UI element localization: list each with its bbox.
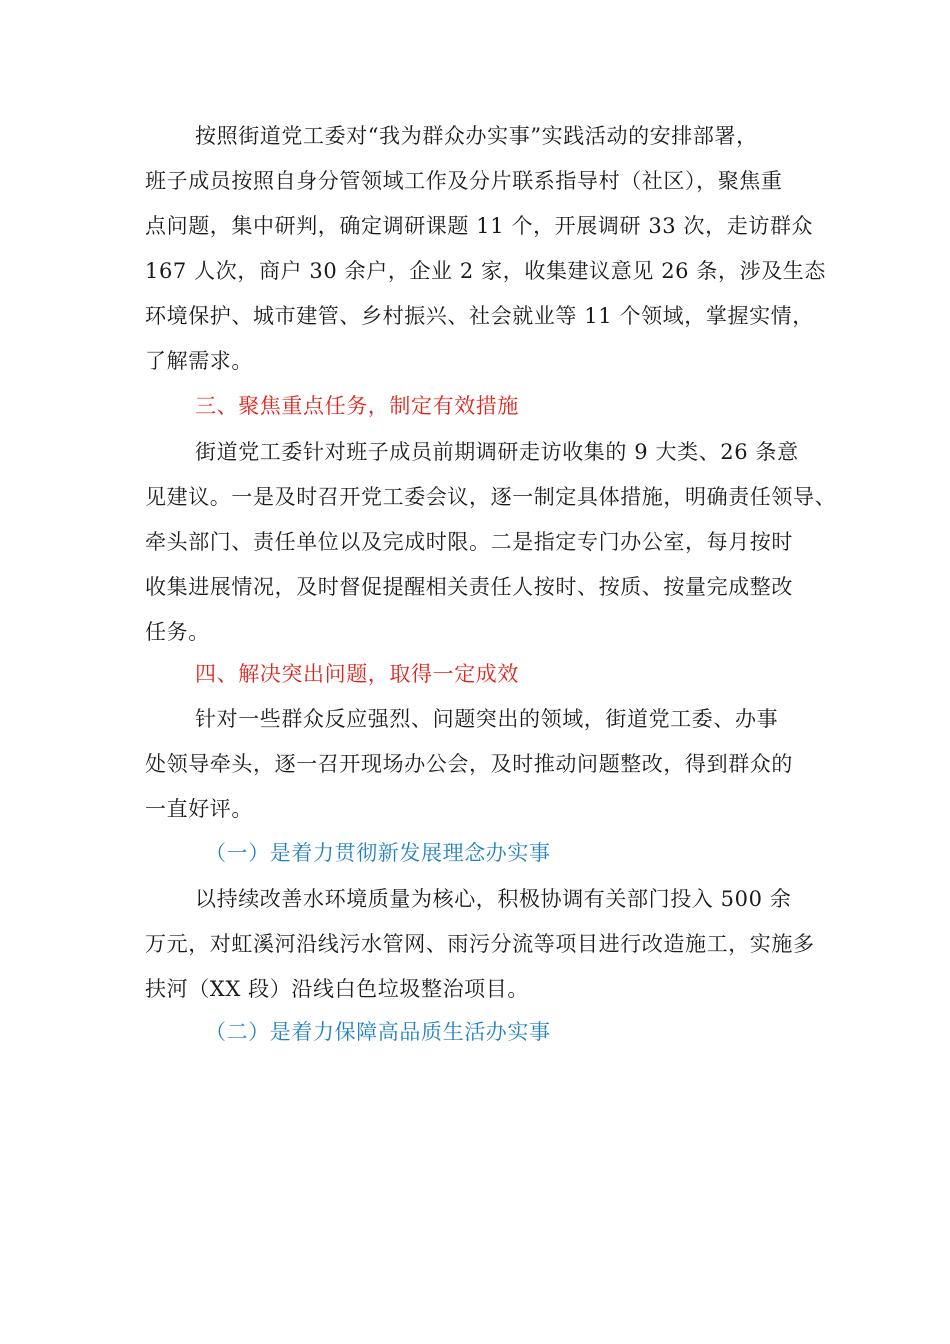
- paragraph-line: 万元，对虹溪河沿线污水管网、雨污分流等项目进行改造施工，实施多: [145, 932, 815, 956]
- paragraph-line: 街道党工委针对班子成员前期调研走访收集的 9 大类、26 条意: [195, 440, 799, 464]
- paragraph-line: 一直好评。: [145, 797, 253, 821]
- paragraph-line: 扶河（XX 段）沿线白色垃圾整治项目。: [145, 977, 529, 1001]
- paragraph-line: 按照街道党工委对“我为群众办实事”实践活动的安排部署，: [195, 124, 758, 148]
- paragraph-line: 167 人次，商户 30 余户，企业 2 家，收集建议意见 26 条，涉及生态: [145, 259, 827, 283]
- paragraph-line: 了解需求。: [145, 349, 253, 373]
- paragraph-line: 处领导牵头，逐一召开现场办公会，及时推动问题整改，得到群众的: [145, 752, 793, 776]
- paragraph-line: 以持续改善水环境质量为核心，积极协调有关部门投入 500 余: [195, 887, 792, 911]
- paragraph-line: 见建议。一是及时召开党工委会议，逐一制定具体措施，明确责任领导、: [145, 485, 837, 509]
- section-heading-text: 三、聚焦重点任务，制定有效措施: [195, 394, 519, 418]
- paragraph-survey: [145, 114, 825, 384]
- paragraph-line: 环境保护、城市建管、乡村振兴、社会就业等 11 个领域，掌握实情，: [145, 304, 814, 328]
- paragraph-line: 针对一些群众反应强烈、问题突出的领域，街道党工委、办事: [195, 707, 779, 731]
- paragraph-line: 牵头部门、责任单位以及完成时限。二是指定专门办公室，每月按时: [145, 530, 793, 554]
- subheading-2: [145, 1010, 825, 1055]
- paragraph-results: [145, 697, 825, 832]
- section-heading-4: [145, 652, 825, 697]
- paragraph-line: 班子成员按照自身分管领域工作及分片联系指导村（社区），聚焦重: [145, 169, 783, 193]
- paragraph-line: 任务。: [145, 620, 210, 644]
- subheading-1: [145, 831, 825, 876]
- subheading-text: （二）是着力保障高品质生活办实事: [205, 1020, 551, 1044]
- paragraph-line: 点问题，集中研判，确定调研课题 11 个，开展调研 33 次，走访群众: [145, 214, 814, 238]
- section-heading-text: 四、解决突出问题，取得一定成效: [195, 662, 519, 686]
- section-heading-3: [145, 384, 825, 429]
- paragraph-line: 收集进展情况，及时督促提醒相关责任人按时、按质、按量完成整改: [145, 575, 793, 599]
- subheading-text: （一）是着力贯彻新发展理念办实事: [205, 841, 551, 865]
- paragraph-measures: [145, 430, 837, 655]
- paragraph-water: [145, 877, 825, 1012]
